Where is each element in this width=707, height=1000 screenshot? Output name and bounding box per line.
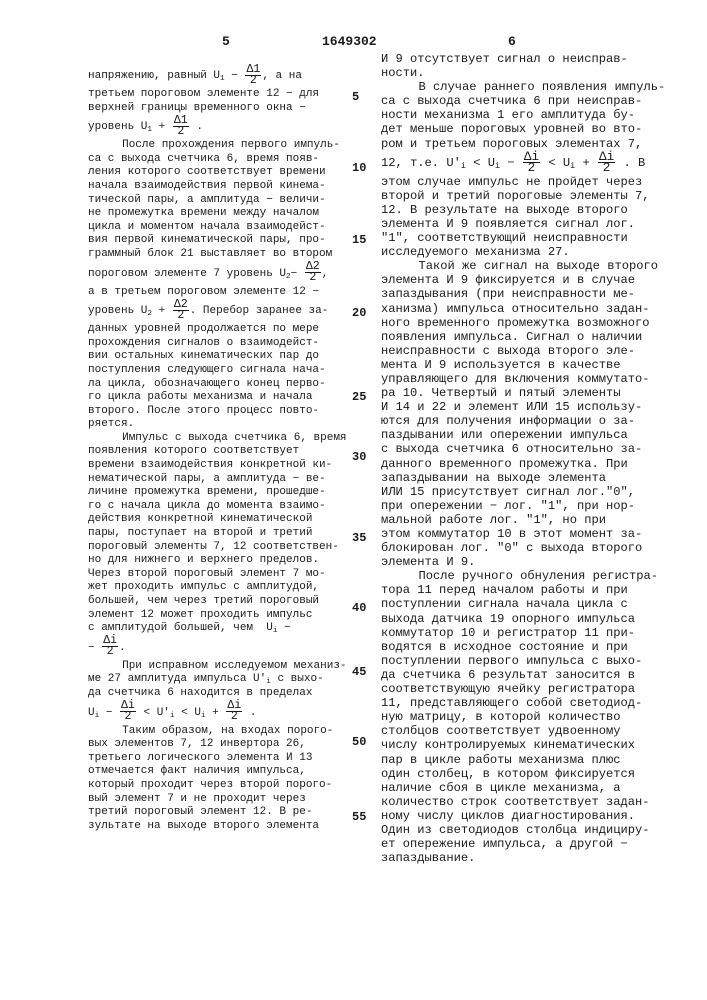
text-line: ряется. [88, 418, 346, 432]
text-line: а в третьем пороговом элементе 12 − [88, 286, 346, 300]
text-line: цикла и моментом начала взаимодейст- [88, 221, 346, 235]
text-line: поступления следующего сигнала нача- [88, 364, 346, 378]
text-line: пар в цикле работы механизма плюс [381, 753, 681, 767]
text-line: ет опережение импульса, а другой − [381, 837, 681, 851]
text-run: уровень U [88, 121, 147, 133]
text-line: поступлении сигнала начала цикла с [381, 597, 681, 611]
text-line: не промежутка времени между началом [88, 207, 346, 221]
patent-number: 1649302 [322, 34, 377, 49]
text-line: прохождения сигналов о взаимодейст- [88, 337, 346, 351]
text-line [88, 139, 346, 153]
text-line: элемента И 9 появляется сигнал лог. [381, 217, 681, 231]
numerator: Δi [226, 701, 242, 712]
line-number: 50 [352, 735, 366, 749]
text-line: личине промежутка времени, прошедше- [88, 486, 346, 500]
text-line: элемента И 9. [381, 555, 681, 569]
text-line: поступлении первого импульса с выхо- [381, 654, 681, 668]
subscript: i [495, 161, 500, 171]
text-line: блокирован лог. "0" с выхода второго [381, 541, 681, 555]
text-run: − [277, 622, 290, 634]
text-line: да счетчика 6 находится в пределах [88, 687, 346, 701]
text-line: граммный блок 21 выставляет во втором [88, 248, 346, 262]
numerator: Δ2 [173, 300, 189, 311]
text-run: . В [616, 156, 645, 170]
text-line: управляющего для включения коммутато- [381, 372, 681, 386]
text-line [88, 622, 346, 636]
text-line: И 9 отсутствует сигнал о неисправ- [381, 52, 681, 66]
fraction [598, 152, 615, 173]
text-line: запаздывании на выходе элемента [381, 471, 681, 485]
line-number: 30 [352, 450, 366, 464]
numerator: Δ1 [245, 65, 261, 76]
subscript: i [95, 712, 100, 720]
text-line: да счетчика 6 результат заносится в [381, 668, 681, 682]
text-line: времени взаимодействия конкретной ки- [88, 459, 346, 473]
text-line: наличие сбоя в цикле механизма, а [381, 781, 681, 795]
text-line: числу контролируемых кинематических [381, 738, 681, 752]
text-line: запаздывания (при неисправности ме- [381, 287, 681, 301]
text-line [88, 262, 346, 286]
text-run: − [88, 642, 101, 654]
denominator: 2 [173, 127, 189, 137]
text-line: элемент 12 может проходить импульс [88, 609, 346, 623]
text-line: отмечается факт наличия импульса, [88, 765, 346, 779]
text-line: ра 10. Четвертый и пятый элементы [381, 386, 681, 400]
subscript: 1 [220, 75, 225, 83]
denominator: 2 [226, 712, 242, 722]
subscript: i [266, 678, 271, 686]
text-line [88, 115, 346, 139]
text-line: соответствующую ячейку регистратора [381, 682, 681, 696]
text-run: + [206, 707, 226, 719]
fraction [226, 701, 242, 722]
text-line [381, 259, 681, 273]
text-line: мента И 9 используется в качестве [381, 358, 681, 372]
fraction [120, 701, 136, 722]
denominator: 2 [523, 163, 540, 173]
text-line: третьем пороговом элементе 12 − для [88, 88, 346, 102]
text-run: уровень U [88, 305, 147, 317]
text-line: са с выхода счетчика 6 при неисправ- [381, 94, 681, 108]
text-line: но для нижнего и верхнего пределов. [88, 554, 346, 568]
text-line [88, 64, 346, 88]
text-run: 12, т.е. U′ [381, 156, 461, 170]
text-line: второй и третий пороговые элементы 7, [381, 189, 681, 203]
fraction [523, 152, 540, 173]
text-run: . [190, 121, 203, 133]
text-run: + [575, 156, 597, 170]
line-number: 10 [352, 161, 366, 175]
text-line: го с начала цикла до момента взаимо- [88, 500, 346, 514]
text-line: 12. В результате на выходе второго [381, 203, 681, 217]
text-line: третий пороговый элемент 12. В ре- [88, 806, 346, 820]
text-line: этом случае импульс не пройдет через [381, 175, 681, 189]
text-run: < U [466, 156, 495, 170]
text-run: напряжению, равный U [88, 70, 220, 82]
text-line: са с выхода счетчика 6, время появ- [88, 153, 346, 167]
text-run: В случае раннего появления импуль- [419, 80, 666, 94]
line-number: 55 [352, 810, 366, 824]
text-run: ме 27 амплитуда импульса U′ [88, 673, 266, 685]
text-run: . [243, 707, 256, 719]
numerator: Δi [598, 152, 615, 163]
text-line: с выхода счетчика 6 относительно за- [381, 442, 681, 456]
text-line: тора 11 перед началом работы и при [381, 583, 681, 597]
text-line [88, 673, 346, 687]
fraction [173, 300, 189, 321]
text-line: 11, представляющего собой светодиод- [381, 696, 681, 710]
denominator: 2 [245, 76, 261, 86]
text-line: ИЛИ 15 присутствует сигнал лог."0", [381, 485, 681, 499]
text-run: < U [541, 156, 570, 170]
text-run: Таким образом, на входах порого- [122, 725, 333, 737]
text-run: , [322, 268, 329, 280]
text-run: − [225, 70, 245, 82]
text-run: U [88, 707, 95, 719]
text-line: ются для получения информации о за- [381, 414, 681, 428]
subscript: i [170, 712, 175, 720]
text-run: + [152, 121, 172, 133]
text-line: верхней границы временного окна − [88, 102, 346, 116]
text-line: вый элемент 7 и не проходит через [88, 793, 346, 807]
subscript: i [461, 161, 466, 171]
fraction [305, 262, 321, 283]
line-number: 5 [352, 90, 359, 104]
text-line: второго. После этого процесс повто- [88, 405, 346, 419]
text-run: − [99, 707, 119, 719]
subscript: 2 [286, 273, 291, 281]
text-run: < U′ [137, 707, 170, 719]
subscript: i [201, 712, 206, 720]
line-number: 25 [352, 390, 366, 404]
text-line: который проходит через второй порого- [88, 779, 346, 793]
text-line: паздывании или опережении импульса [381, 428, 681, 442]
subscript: i [273, 627, 278, 635]
text-run: , а на [262, 70, 302, 82]
text-line [88, 725, 346, 739]
text-line: количество строк соответствует задан- [381, 795, 681, 809]
text-line: коммутатор 10 и регистратор 11 при- [381, 626, 681, 640]
text-line [381, 151, 681, 175]
text-line: этом коммутатор 10 в этот момент за- [381, 527, 681, 541]
text-line: ному числу циклов диагностирования. [381, 809, 681, 823]
text-run: − [291, 268, 304, 280]
text-line: большей, чем через третий пороговый [88, 595, 346, 609]
numerator: Δ1 [173, 116, 189, 127]
numerator: Δi [523, 152, 540, 163]
text-line: тической пары, а амплитуда − величи- [88, 194, 346, 208]
numerator: Δ2 [305, 262, 321, 273]
denominator: 2 [102, 647, 118, 657]
text-line: один столбец, в котором фиксируется [381, 767, 681, 781]
text-line: ром и третьем пороговых элементах 7, [381, 137, 681, 151]
text-line: начала взаимодействия первой кинема- [88, 180, 346, 194]
text-line: появления которого соответствует [88, 445, 346, 459]
left-text-column [88, 64, 346, 833]
text-run: Такой же сигнал на выходе второго [419, 259, 659, 273]
text-line: мальной работе лог. "1", но при [381, 513, 681, 527]
text-line [88, 660, 346, 674]
text-line: действия конкретной кинематической [88, 513, 346, 527]
page-number-left: 5 [222, 34, 230, 49]
text-run: с выхо- [271, 673, 324, 685]
text-line: зультате на выходе второго элемента [88, 820, 346, 834]
text-line: нематической пары, а амплитуда − ве- [88, 473, 346, 487]
text-line: при опережении − лог. "1", при нор- [381, 499, 681, 513]
fraction [173, 116, 189, 137]
subscript: 1 [147, 126, 152, 134]
text-run: После ручного обнуления регистра- [419, 569, 659, 583]
text-line [381, 80, 681, 94]
text-run: пороговом элементе 7 уровень U [88, 268, 286, 280]
subscript: 2 [147, 310, 152, 318]
text-line: вых элементов 7, 12 инвертора 26, [88, 738, 346, 752]
text-line: ханизма) импульса относительно задан- [381, 302, 681, 316]
text-line: ления которого соответствует времени [88, 166, 346, 180]
text-line [88, 299, 346, 323]
text-line: го цикла работы механизма и начала [88, 391, 346, 405]
text-line: данного временного промежутка. При [381, 457, 681, 471]
line-number: 40 [352, 601, 366, 615]
text-line: И 14 и 22 и элемент ИЛИ 15 использу- [381, 400, 681, 414]
text-line [88, 636, 346, 660]
fraction [102, 636, 118, 657]
text-line: ности. [381, 66, 681, 80]
text-line: Через второй пороговый элемент 7 мо- [88, 568, 346, 582]
numerator: Δi [102, 636, 118, 647]
text-line: выхода датчика 19 опорного импульса [381, 612, 681, 626]
text-line: элемента И 9 фиксируется и в случае [381, 273, 681, 287]
text-line: запаздывание. [381, 851, 681, 865]
denominator: 2 [305, 273, 321, 283]
denominator: 2 [120, 712, 136, 722]
denominator: 2 [173, 311, 189, 321]
text-line: вии остальных кинематических пар до [88, 350, 346, 364]
right-text-column [381, 52, 681, 865]
text-line: пороговый элементы 7, 12 соответствен- [88, 541, 346, 555]
text-line: вия первой кинематической пары, про- [88, 234, 346, 248]
text-line: "1", соответствующий неисправности [381, 231, 681, 245]
fraction [245, 65, 261, 86]
text-line: ную матрицу, в которой количество [381, 710, 681, 724]
text-run: После прохождения первого импуль- [122, 139, 340, 151]
text-line: Один из светодиодов столбца индициру- [381, 823, 681, 837]
text-line: ла цикла, обозначающего конец перво- [88, 378, 346, 392]
text-run: + [152, 305, 172, 317]
text-run: При исправном исследуемом механиз- [122, 660, 346, 672]
text-run: < U [175, 707, 201, 719]
text-line: третьего логического элемента И 13 [88, 752, 346, 766]
text-run: Импульс с выхода счетчика 6, время [122, 432, 346, 444]
denominator: 2 [598, 163, 615, 173]
text-run: − [500, 156, 522, 170]
line-number: 15 [352, 233, 366, 247]
text-line [88, 432, 346, 446]
text-line: исследуемого механизма 27. [381, 245, 681, 259]
text-line: столбцов соответствует удвоенному [381, 724, 681, 738]
text-line: жет проходить импульс с амплитудой, [88, 581, 346, 595]
text-line: водятся в исходное состояние и при [381, 640, 681, 654]
numerator: Δi [120, 701, 136, 712]
text-line: неисправности с выхода второго эле- [381, 344, 681, 358]
text-line: ности механизма 1 его амплитуда бу- [381, 108, 681, 122]
line-number: 45 [352, 665, 366, 679]
text-line: ного временного промежутка возможного [381, 316, 681, 330]
text-line: дет меньше пороговых уровней во вто- [381, 122, 681, 136]
page-number-right: 6 [508, 34, 516, 49]
text-run: с амплитудой большей, чем U [88, 622, 273, 634]
line-number: 35 [352, 531, 366, 545]
text-line: данных уровней продолжается по мере [88, 323, 346, 337]
text-line: пары, поступает на второй и третий [88, 527, 346, 541]
text-line [88, 701, 346, 725]
text-line [381, 569, 681, 583]
text-run: . [119, 642, 126, 654]
text-line: появления импульса. Сигнал о наличии [381, 330, 681, 344]
subscript: i [570, 161, 575, 171]
line-number: 20 [352, 306, 366, 320]
text-run: . Перебор заранее за- [190, 305, 329, 317]
